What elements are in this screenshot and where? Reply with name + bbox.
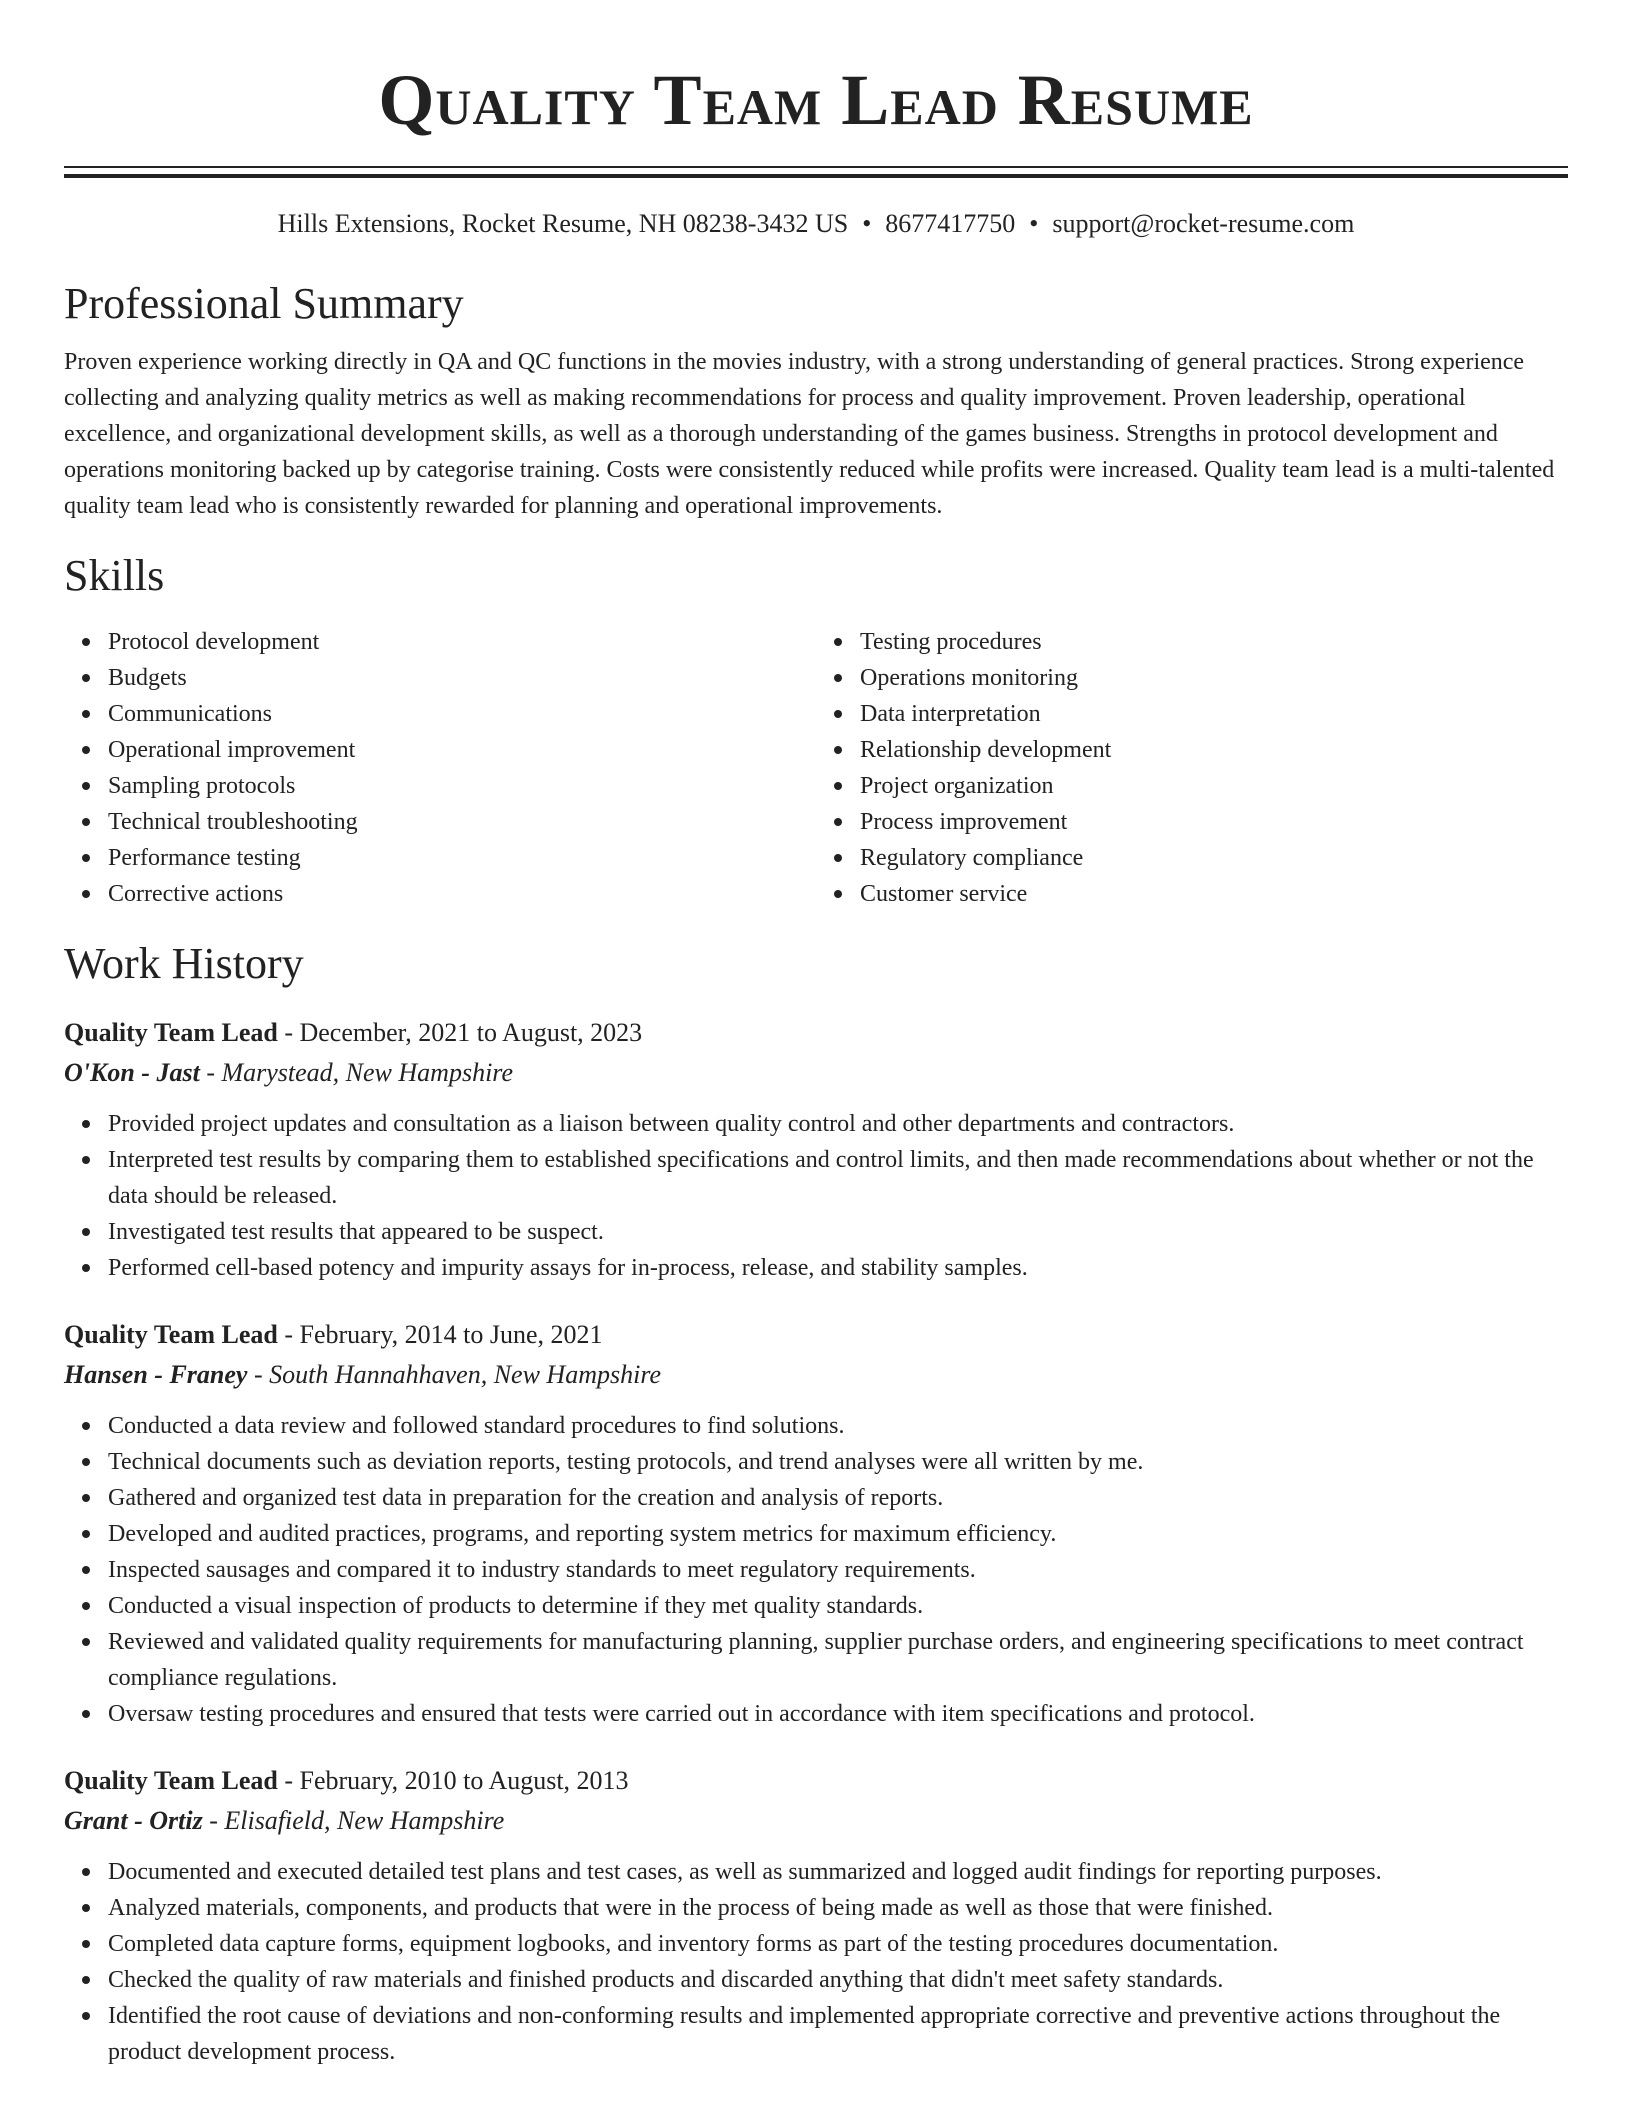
skill-item: Operational improvement (108, 732, 816, 768)
job-location: - South Hannahhaven, New Hampshire (247, 1360, 662, 1389)
job-duty: Gathered and organized test data in preparation for the creation and analysis of reports. (108, 1480, 1568, 1516)
job-dates: - February, 2014 to June, 2021 (277, 1320, 603, 1349)
skill-item: Relationship development (860, 732, 1568, 768)
job-dates: - December, 2021 to August, 2023 (277, 1018, 643, 1047)
job-duty: Documented and executed detailed test plans and test cases, as well as summarized and logged audit findings for reporting purposes. (108, 1854, 1568, 1890)
skills-left-list (64, 624, 816, 912)
skill-item: Project organization (860, 768, 1568, 804)
job-duty: Checked the quality of raw materials and finished products and discarded anything that didn't meet safety standards. (108, 1962, 1568, 1998)
job-duty: Conducted a visual inspection of products to determine if they met quality standards. (108, 1588, 1568, 1624)
job-duties-list (64, 1408, 1568, 1732)
job-duty: Investigated test results that appeared to be suspect. (108, 1214, 1568, 1250)
contact-separator: • (862, 209, 872, 238)
skills-right-list (816, 624, 1568, 912)
job-duty: Reviewed and validated quality requirements for manufacturing planning, supplier purchase orders, and engineering specifications to meet contract compliance regulations. (108, 1624, 1568, 1696)
skill-item: Customer service (860, 876, 1568, 912)
employer-line (64, 1356, 1568, 1394)
resume-title: Quality Team Lead Resume (378, 60, 1254, 140)
skill-item: Communications (108, 696, 816, 732)
employer-name: Hansen - Franey (64, 1360, 248, 1389)
skill-item: Performance testing (108, 840, 816, 876)
job-duty: Oversaw testing procedures and ensured that tests were carried out in accordance with item specifications and protocol. (108, 1696, 1568, 1732)
job-dates: - February, 2010 to August, 2013 (277, 1766, 629, 1795)
job-duty: Technical documents such as deviation reports, testing protocols, and trend analyses were all written by me. (108, 1444, 1568, 1480)
job-duty: Developed and audited practices, programs, and reporting system metrics for maximum efficiency. (108, 1516, 1568, 1552)
contact-separator: • (1029, 209, 1039, 238)
skill-item: Data interpretation (860, 696, 1568, 732)
employer-name: Grant - Ortiz (64, 1806, 203, 1835)
skills-heading: Skills (64, 551, 165, 600)
title-divider (64, 166, 1568, 178)
job-title: Quality Team Lead (64, 1320, 278, 1349)
job-title-line (64, 1014, 1568, 1052)
employer-line (64, 1054, 1568, 1092)
job-title-line (64, 1762, 1568, 1800)
job-location: - Marystead, New Hampshire (199, 1058, 513, 1087)
skill-item: Corrective actions (108, 876, 816, 912)
summary-heading: Professional Summary (64, 279, 464, 328)
job-duty: Completed data capture forms, equipment logbooks, and inventory forms as part of the testing procedures documentation. (108, 1926, 1568, 1962)
job-entry (64, 1762, 1568, 2070)
skill-item: Process improvement (860, 804, 1568, 840)
skill-item: Protocol development (108, 624, 816, 660)
summary-text: Proven experience working directly in QA and QC functions in the movies industry, with a strong understanding of general practices. Strong experience collecting and analyzing quality metrics as well as making recommendations for process and quality improvement. Proven leadership, operational excellence, and organizational development skills, as well as a thorough understanding of the games business. Strengths in protocol development and operations monitoring backed up by categorise training. Costs were consistently reduced while profits were increased. Quality team lead is a multi-talented quality team lead who is consistently rewarded for planning and operational improvements. (64, 349, 1555, 519)
skills-columns (64, 624, 1568, 912)
job-duty: Inspected sausages and compared it to industry standards to meet regulatory requirements. (108, 1552, 1568, 1588)
skill-item: Sampling protocols (108, 768, 816, 804)
job-duty: Provided project updates and consultation as a liaison between quality control and other departments and contractors. (108, 1106, 1568, 1142)
contact-line (64, 206, 1568, 242)
job-entry (64, 1316, 1568, 1732)
job-location: - Elisafield, New Hampshire (202, 1806, 505, 1835)
employer-name: O'Kon - Jast (64, 1058, 200, 1087)
job-title: Quality Team Lead (64, 1018, 278, 1047)
employer-line (64, 1802, 1568, 1840)
job-title: Quality Team Lead (64, 1766, 278, 1795)
work-history-heading: Work History (64, 939, 304, 988)
contact-email: support@rocket-resume.com (1052, 209, 1355, 238)
job-entry (64, 1014, 1568, 1286)
job-duty: Performed cell-based potency and impurity assays for in-process, release, and stability samples. (108, 1250, 1568, 1286)
job-duty: Analyzed materials, components, and products that were in the process of being made as well as those that were finished. (108, 1890, 1568, 1926)
skill-item: Operations monitoring (860, 660, 1568, 696)
job-duty: Identified the root cause of deviations and non-conforming results and implemented appropriate corrective and preventive actions throughout the product development process. (108, 1998, 1568, 2070)
skill-item: Budgets (108, 660, 816, 696)
job-duty: Conducted a data review and followed standard procedures to find solutions. (108, 1408, 1568, 1444)
job-duties-list (64, 1106, 1568, 1286)
skill-item: Regulatory compliance (860, 840, 1568, 876)
contact-address: Hills Extensions, Rocket Resume, NH 08238-3432 US (277, 209, 849, 238)
job-duty: Interpreted test results by comparing them to established specifications and control limits, and then made recommendations about whether or not the data should be released. (108, 1142, 1568, 1214)
job-title-line (64, 1316, 1568, 1354)
job-duties-list (64, 1854, 1568, 2070)
contact-phone: 8677417750 (885, 209, 1016, 238)
skill-item: Technical troubleshooting (108, 804, 816, 840)
skill-item: Testing procedures (860, 624, 1568, 660)
